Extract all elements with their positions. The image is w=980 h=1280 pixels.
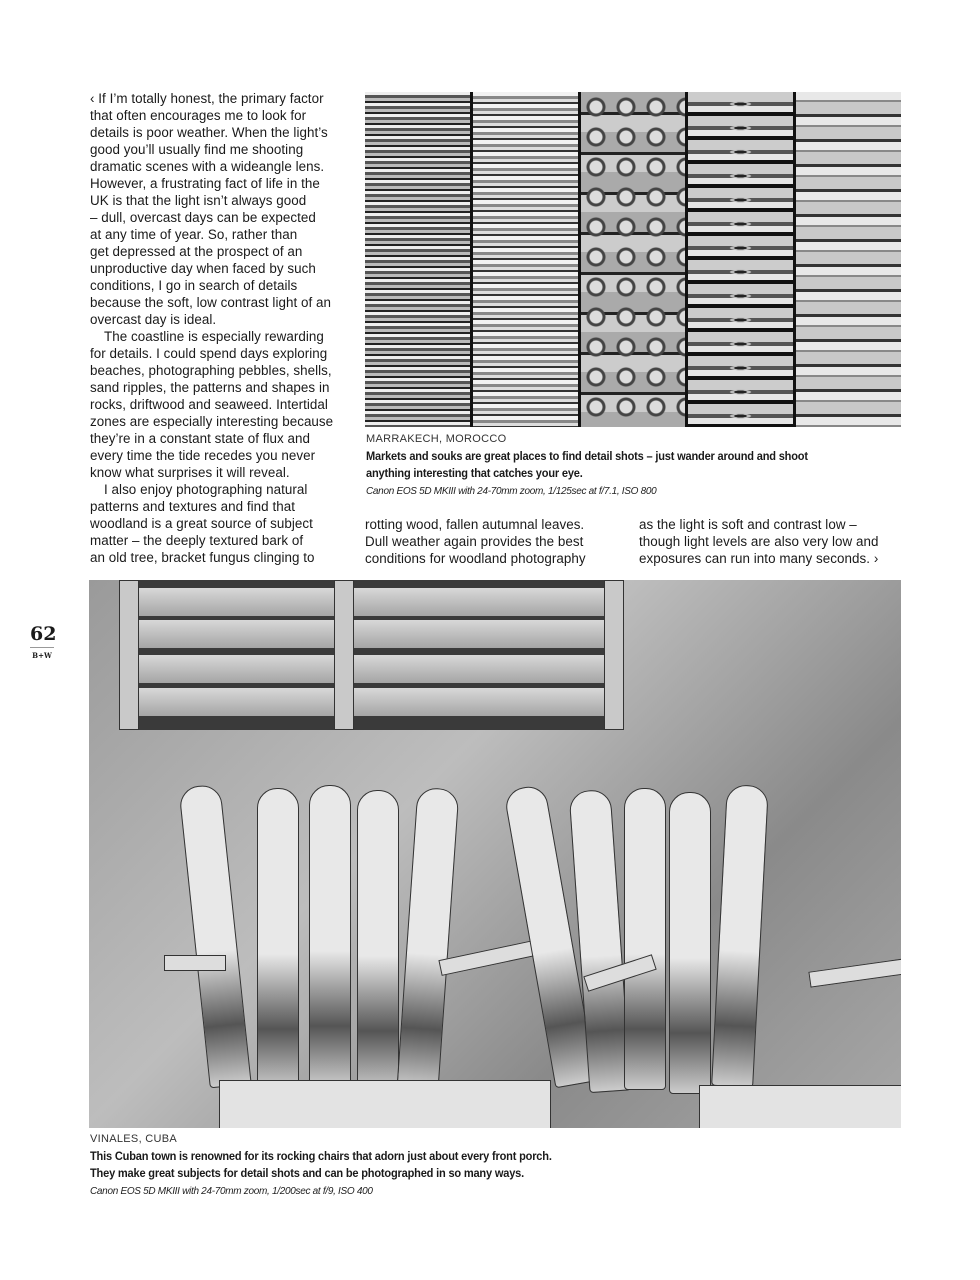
text-line: sand ripples, the patterns and shapes in <box>90 380 330 395</box>
text-line: UK is that the light isn’t always good <box>90 193 307 208</box>
text-line: patterns and textures and find that <box>90 499 295 514</box>
caption-text <box>366 448 808 482</box>
magazine-logo: B+W <box>32 651 52 660</box>
photo-bangles-marrakech <box>365 92 901 427</box>
page-number: 62 <box>30 623 54 648</box>
caption-camera-settings: Canon EOS 5D MKIII with 24-70mm zoom, 1/125sec at f/7.1, ISO 800 <box>366 486 657 497</box>
bangle-stack <box>473 92 581 427</box>
bangle-stack <box>688 92 796 427</box>
caption-line: anything interesting that catches your eye. <box>366 466 583 480</box>
text-line: However, a frustrating fact of life in the <box>90 176 320 191</box>
text-line: conditions for woodland photography <box>365 551 586 566</box>
text-line: woodland is a great source of subject <box>90 516 313 531</box>
text-line: – dull, overcast days can be expected <box>90 210 316 225</box>
caption-location: VINALES, CUBA <box>90 1133 178 1145</box>
text-line: zones are especially interesting because <box>90 414 334 429</box>
text-line: every time the tide recedes you never <box>90 448 316 463</box>
text-line: they’re in a constant state of flux and <box>90 431 311 446</box>
text-line: The coastline is especially rewarding <box>104 329 324 344</box>
text-line: exposures can run into many seconds. › <box>639 551 879 566</box>
bangle-stack <box>581 92 689 427</box>
photo-rocking-chairs-vinales <box>89 580 901 1128</box>
folio <box>30 623 57 660</box>
text-line: because the soft, low contrast light of an <box>90 295 332 310</box>
bangle-stack <box>365 92 473 427</box>
text-line: an old tree, bracket fungus clinging to <box>90 550 315 565</box>
article-column-3 <box>639 516 901 567</box>
text-line: at any time of year. So, rather than <box>90 227 298 242</box>
bangle-stack <box>796 92 901 427</box>
text-line: for details. I could spend days exploring <box>90 346 328 361</box>
text-line: get depressed at the prospect of an <box>90 244 303 259</box>
text-line: know what surprises it will reveal. <box>90 465 290 480</box>
text-line: details is poor weather. When the light’s <box>90 125 328 140</box>
text-line: ‹ If I’m totally honest, the primary factor <box>90 91 324 106</box>
window-shutter <box>119 580 624 730</box>
text-line: I also enjoy photographing natural <box>104 482 308 497</box>
text-line: rocks, driftwood and seaweed. Intertidal <box>90 397 328 412</box>
text-line: beaches, photographing pebbles, shells, <box>90 363 332 378</box>
caption-camera-settings: Canon EOS 5D MKIII with 24-70mm zoom, 1/200sec at f/9, ISO 400 <box>90 1186 373 1197</box>
text-line: unproductive day when faced by such <box>90 261 316 276</box>
caption-location: MARRAKECH, MOROCCO <box>366 433 507 445</box>
text-line: that often encourages me to look for <box>90 108 307 123</box>
text-line: though light levels are also very low and <box>639 534 879 549</box>
text-line: overcast day is ideal. <box>90 312 217 327</box>
text-line: dramatic scenes with a wideangle lens. <box>90 159 325 174</box>
text-line: Dull weather again provides the best <box>365 534 584 549</box>
text-line: conditions, I go in search of details <box>90 278 298 293</box>
article-column-1 <box>90 90 355 566</box>
text-line: rotting wood, fallen autumnal leaves. <box>365 517 585 532</box>
caption-line: They make great subjects for detail shots and can be photographed in so many ways. <box>90 1166 524 1180</box>
caption-text <box>90 1148 552 1182</box>
text-line: matter – the deeply textured bark of <box>90 533 304 548</box>
article-column-2 <box>365 516 620 567</box>
caption-line: Markets and souks are great places to find detail shots – just wander around and shoot <box>366 449 808 463</box>
caption-line: This Cuban town is renowned for its rocking chairs that adorn just about every front porch. <box>90 1149 552 1163</box>
text-line: as the light is soft and contrast low – <box>639 517 857 532</box>
text-line: good you’ll usually find me shooting <box>90 142 304 157</box>
